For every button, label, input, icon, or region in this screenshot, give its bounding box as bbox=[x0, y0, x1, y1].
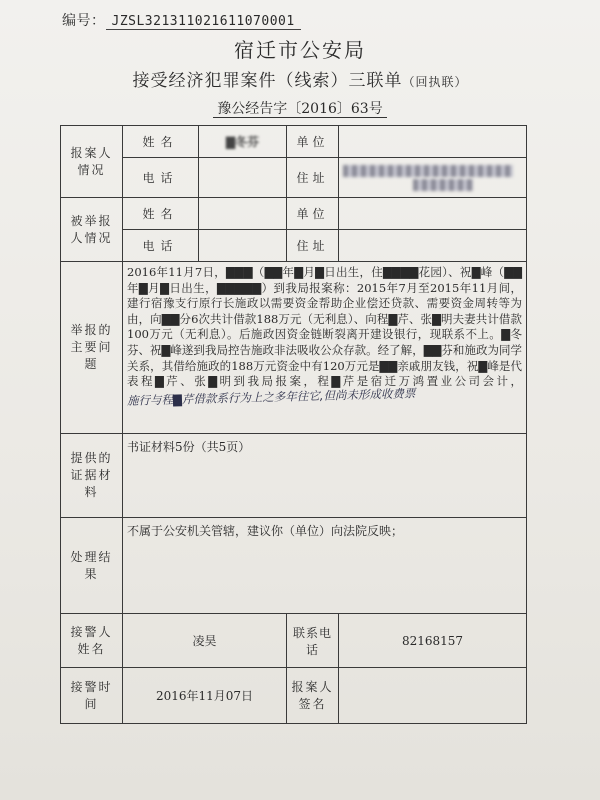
report-form-table bbox=[60, 125, 527, 724]
reporter-address-redacted-line2 bbox=[413, 179, 473, 191]
time-label: 接警时间 bbox=[61, 668, 123, 724]
reporter-address-value bbox=[339, 158, 527, 198]
signer-signature bbox=[339, 668, 527, 724]
document-number bbox=[0, 98, 600, 118]
reporter-name-label: 姓名 bbox=[123, 126, 199, 158]
reported-unit-value bbox=[339, 198, 527, 230]
reporter-unit-value bbox=[339, 126, 527, 158]
reported-address-value bbox=[339, 230, 527, 262]
result-content bbox=[123, 518, 527, 614]
serial-value: JZSL321311021611070001 bbox=[106, 14, 301, 30]
issuer-title: 宿迁市公安局 bbox=[234, 38, 366, 62]
signer-label: 报案人签名 bbox=[287, 668, 339, 724]
officer-label: 接警人姓名 bbox=[61, 614, 123, 668]
serial-label: 编号： bbox=[62, 13, 106, 29]
main-issue-content bbox=[123, 262, 527, 434]
main-issue-text: 2016年11月7日，▇▇▇（▇▇年▇月▇日出生，住▇▇▇▇花园）、祝▇峰（▇▇年▇月▇日出生，▇▇▇▇▇）到我局报案称：2015年7月至2015年11月间，建行宿豫支行原行长施政以需要资金帮助企业偿还贷款、需要资金周转等为由，向▇▇分6次共计借款188万元（无利息）、向程▇芹、张▇明夫妻共计借款100万元（无利息）。后施政因资金链断裂离开建设银行，现联系不上。▇冬芬、祝▇峰遂到我局控告施政非法吸收公众存款。经了解，▇▇芬和施政为同学关系，其借给施政的188万元资金中有120万元是▇▇亲戚朋友钱，祝▇峰是代表程▇芹、张▇明到我局报案，程▇芹是宿迁万鸿置业公司会计， bbox=[127, 265, 522, 389]
main-issue-label: 举报的主要问题 bbox=[61, 262, 123, 434]
reporter-phone-value bbox=[199, 158, 287, 198]
document-number-value: 豫公经告字〔2016〕63号 bbox=[213, 101, 386, 118]
reporter-unit-label: 单位 bbox=[287, 126, 339, 158]
result-text: 不属于公安机关管辖，建议你（单位）向法院反映； bbox=[127, 524, 404, 538]
form-title bbox=[0, 66, 600, 91]
reporter-phone-label: 电话 bbox=[123, 158, 199, 198]
reporter-name-redacted: ▇冬芬 bbox=[225, 135, 260, 149]
reporter-address-label: 住址 bbox=[287, 158, 339, 198]
reporter-name-value bbox=[199, 126, 287, 158]
evidence-label: 提供的证据材料 bbox=[61, 434, 123, 518]
serial-number bbox=[62, 10, 301, 30]
reporter-address-redacted-line1 bbox=[343, 165, 513, 177]
reporter-section-label: 报案人情况 bbox=[61, 126, 123, 198]
evidence-text: 书证材料5份（共5页） bbox=[127, 440, 251, 454]
reported-phone-value bbox=[199, 230, 287, 262]
result-label: 处理结果 bbox=[61, 518, 123, 614]
officer-phone: 82168157 bbox=[339, 614, 527, 668]
officer-name: 凌昊 bbox=[123, 614, 287, 668]
reported-address-label: 住址 bbox=[287, 230, 339, 262]
report-date: 2016年11月07日 bbox=[123, 668, 287, 724]
reported-unit-label: 单位 bbox=[287, 198, 339, 230]
evidence-content bbox=[123, 434, 527, 518]
form-title-main: 接受经济犯罪案件（线索）三联单 bbox=[132, 71, 403, 91]
reported-name-label: 姓名 bbox=[123, 198, 199, 230]
reported-name-value bbox=[199, 198, 287, 230]
officer-phone-label: 联系电话 bbox=[287, 614, 339, 668]
form-title-note: （回执联） bbox=[402, 75, 468, 89]
handwritten-note: 施行与程▇芹借款系行为上之多年往它,但尚未形成收费票 bbox=[126, 385, 416, 408]
reported-section-label: 被举报人情况 bbox=[61, 198, 123, 262]
reported-phone-label: 电话 bbox=[123, 230, 199, 262]
